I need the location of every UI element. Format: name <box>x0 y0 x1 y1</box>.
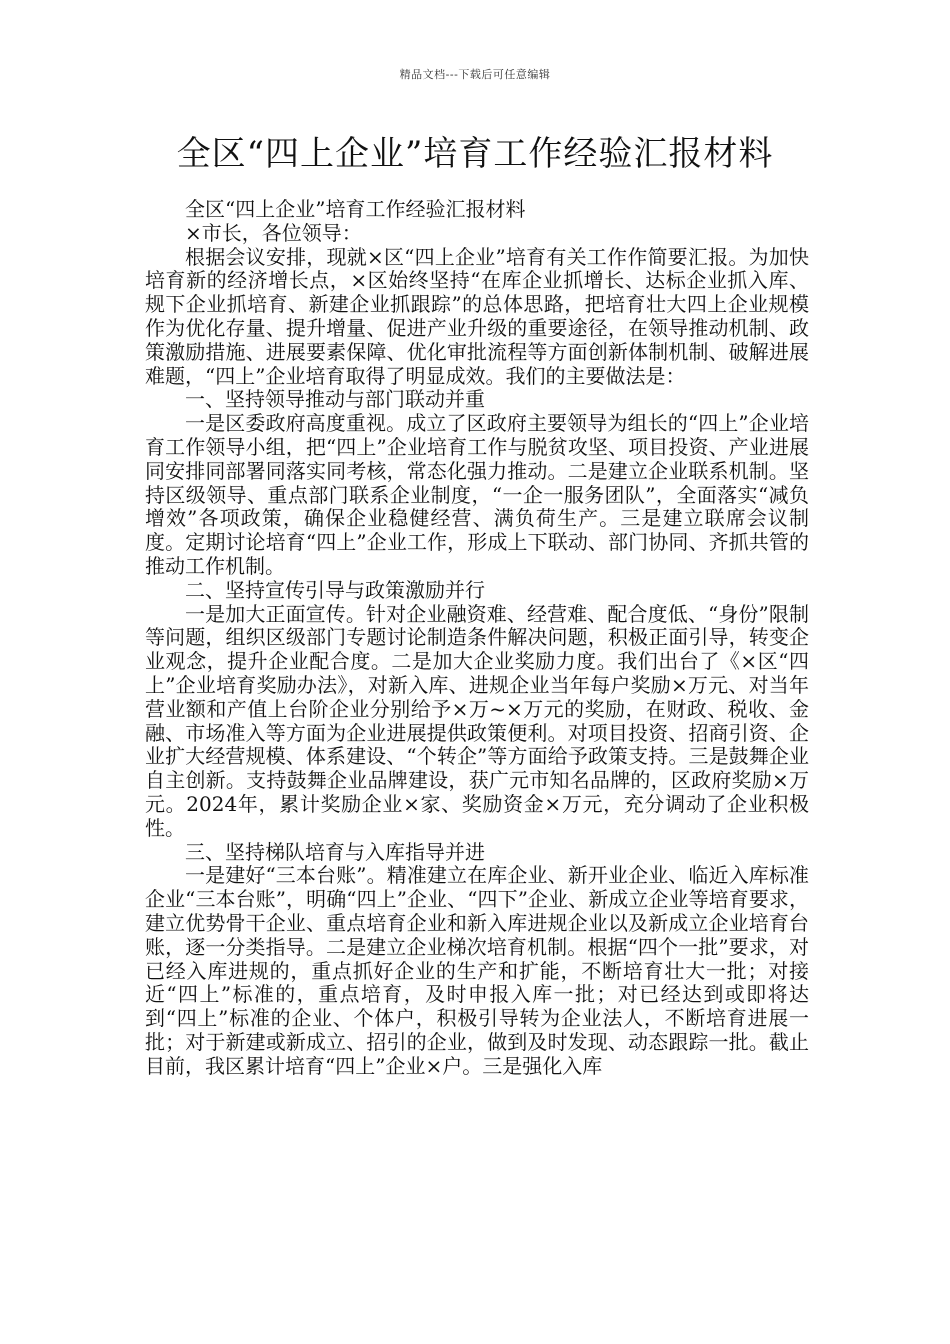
section-heading-2: 二、坚持宣传引导与政策激励并行 <box>185 577 485 602</box>
document-body <box>145 198 809 1078</box>
section-paragraph-1: 一是区委政府高度重视。成立了区政府主要领导为组长的“四上”企业培育工作领导小组，把“四上”企业培育工作与脱贫攻坚、项目投资、产业进展同安排同部署同落实同考核，常态化强力推动。二是建立企业联系机制。坚持区级领导、重点部门联系企业制度，“一企一服务团队”，全面落实“减负增效”各项政策，确保企业稳健经营、满负荷生产。三是建立联席会议制度。定期讨论培育“四上”企业工作，形成上下联动、部门协同、齐抓共管的推动工作机制。 <box>145 411 809 578</box>
document-title: 全区“四上企业”培育工作经验汇报材料 <box>176 134 774 174</box>
section-paragraph-3: 一是建好“三本台账”。精准建立在库企业、新开业企业、临近入库标准企业“三本台账”，明确“四上”企业、“四下”企业、新成立企业等培育要求，建立优势骨干企业、重点培育企业和新入库进规企业以及新成立企业培育台账，逐一分类指导。二是建立企业梯次培育机制。根据“四个一批”要求，对已经入库进规的，重点抓好企业的生产和扩能，不断培育壮大一批；对接近“四上”标准的，重点培育，及时申报入库一批；对已经达到或即将达到“四上”标准的企业、个体户，积极引导转为企业法人，不断培育进展一批；对于新建或新成立、招引的企业，做到及时发现、动态跟踪一批。截止目前，我区累计培育“四上”企业×户。三是强化入库 <box>145 863 809 1078</box>
section-paragraph-2: 一是加大正面宣传。针对企业融资难、经营难、配合度低、“身份”限制等问题，组织区级部门专题讨论制造条件解决问题，积极正面引导，转变企业观念，提升企业配合度。二是加大企业奖励力度。我们出台了《×区“四上”企业培育奖励办法》，对新入库、进规企业当年每户奖励×万元、对当年营业额和产值上台阶企业分别给予×万~×万元的奖励，在财政、税收、金融、市场准入等方面为企业进展提供政策便利。对项目投资、招商引资、企业扩大经营规模、体系建设、“个转企”等方面给予政策支持。三是鼓舞企业自主创新。支持鼓舞企业品牌建设，获广元市知名品牌的，区政府奖励×万元。2024年，累计奖励企业×家、奖励资金×万元，充分调动了企业积极性。 <box>145 601 809 840</box>
header-note: 精品文档---下载后可任意编辑 <box>399 68 551 81</box>
salutation: ×市长，各位领导： <box>185 220 362 245</box>
section-heading-1: 一、坚持领导推动与部门联动并重 <box>185 387 485 412</box>
intro-paragraph: 根据会议安排，现就×区“四上企业”培育有关工作作简要汇报。为加快培育新的经济增长点，×区始终坚持“在库企业抓增长、达标企业抓入库、规下企业抓培育、新建企业抓跟踪”的总体思路，把培育壮大四上企业规模作为优化存量、提升增量、促进产业升级的重要途径，在领导推动机制、政策激励措施、进展要素保障、优化审批流程等方面创新体制机制、破解进展难题，“四上”企业培育取得了明显成效。我们的主要做法是： <box>145 244 809 388</box>
section-heading-3: 三、坚持梯队培育与入库指导并进 <box>185 839 485 864</box>
subtitle-line: 全区“四上企业”培育工作经验汇报材料 <box>185 197 526 221</box>
